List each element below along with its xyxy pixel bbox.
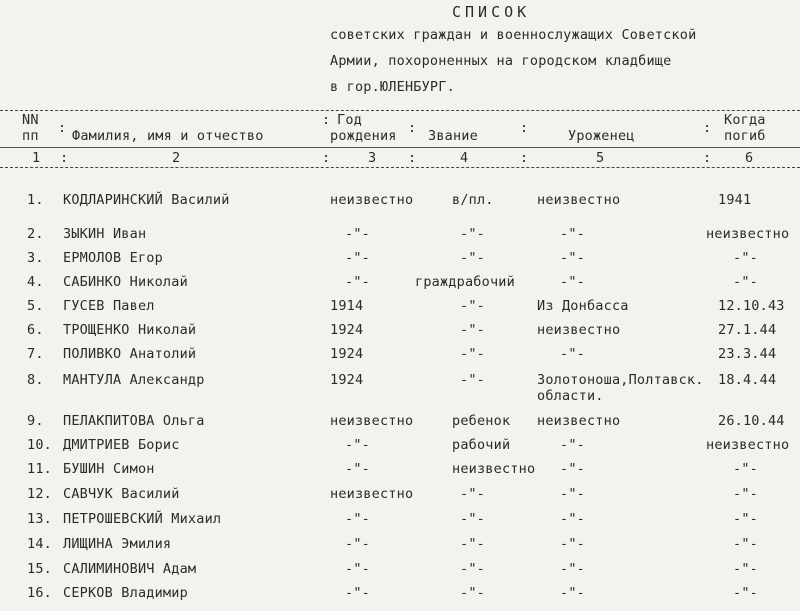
rank: -"- <box>460 298 485 314</box>
person-name: КОДЛАРИНСКИЙ Василий <box>63 192 230 208</box>
birth-year: 1924 <box>330 346 364 362</box>
death-date: 23.3.44 <box>718 346 777 362</box>
row-number: 10. <box>27 437 52 453</box>
origin: -"- <box>560 511 585 527</box>
rank: -"- <box>460 372 485 388</box>
column-number: 3 <box>368 150 377 166</box>
birth-year: -"- <box>345 437 370 453</box>
birth-year: -"- <box>345 511 370 527</box>
origin: Золотоноша,Полтавск. <box>537 372 704 388</box>
birth-year: 1924 <box>330 372 364 388</box>
rank: -"- <box>460 536 485 552</box>
column-number: 5 <box>596 150 605 166</box>
death-date: 18.4.44 <box>718 372 777 388</box>
birth-year: неизвестно <box>330 486 414 502</box>
death-date: 1941 <box>718 192 752 208</box>
birth-year: -"- <box>345 274 370 290</box>
origin: неизвестно <box>537 322 621 338</box>
death-date: 26.10.44 <box>718 413 785 429</box>
person-name: СЕРКОВ Владимир <box>63 585 188 601</box>
origin: -"- <box>560 561 585 577</box>
header-separator: : <box>322 112 331 128</box>
row-number: 5. <box>27 298 44 314</box>
header-year-2: рождения <box>330 128 397 144</box>
rank: неизвестно <box>452 461 536 477</box>
row-number: 6. <box>27 322 44 338</box>
death-date: -"- <box>733 250 758 266</box>
person-name: ДМИТРИЕВ Борис <box>63 437 180 453</box>
birth-year: 1924 <box>330 322 364 338</box>
origin: -"- <box>560 486 585 502</box>
column-number: 6 <box>745 150 754 166</box>
column-separator: : <box>60 150 69 166</box>
header-top-rule <box>0 110 800 111</box>
death-date: -"- <box>733 511 758 527</box>
header-name: Фамилия, имя и отчество <box>72 128 264 144</box>
rank: граждрабочий <box>415 274 515 290</box>
rank: -"- <box>460 486 485 502</box>
person-name: ПОЛИВКО Анатолий <box>63 346 197 362</box>
death-date: -"- <box>733 561 758 577</box>
origin: -"- <box>560 250 585 266</box>
origin: -"- <box>560 226 585 242</box>
subtitle-line-2: Армии, похороненных на городском кладбище <box>330 53 672 69</box>
header-num-2: пп <box>22 128 39 144</box>
person-name: САВЧУК Василий <box>63 486 180 502</box>
header-middle-rule <box>0 147 800 148</box>
origin: -"- <box>560 346 585 362</box>
death-date: неизвестно <box>706 226 790 242</box>
birth-year: -"- <box>345 536 370 552</box>
person-name: БУШИН Симон <box>63 461 155 477</box>
death-date: -"- <box>733 536 758 552</box>
person-name: ПЕЛАКПИТОВА Ольга <box>63 413 205 429</box>
rank: ребенок <box>452 413 511 429</box>
row-number: 9. <box>27 413 44 429</box>
origin-continued: области. <box>537 388 604 404</box>
death-date: -"- <box>733 461 758 477</box>
row-number: 4. <box>27 274 44 290</box>
rank: рабочий <box>452 437 511 453</box>
rank: -"- <box>460 322 485 338</box>
row-number: 13. <box>27 511 52 527</box>
person-name: ПЕТРОШЕВСКИЙ Михаил <box>63 511 222 527</box>
header-separator: : <box>703 120 712 136</box>
column-number: 1 <box>32 150 41 166</box>
column-separator: : <box>322 150 331 166</box>
birth-year: -"- <box>345 561 370 577</box>
person-name: ЗЫКИН Иван <box>63 226 147 242</box>
header-died-2: погиб <box>724 128 766 144</box>
header-bottom-rule <box>0 167 800 168</box>
subtitle-line-3: в гор.ЮЛЕНБУРГ. <box>330 79 455 95</box>
row-number: 7. <box>27 346 44 362</box>
column-number: 4 <box>460 150 469 166</box>
header-died-1: Когда <box>724 112 766 128</box>
rank: -"- <box>460 511 485 527</box>
origin: -"- <box>560 536 585 552</box>
death-date: 27.1.44 <box>718 322 777 338</box>
origin: -"- <box>560 461 585 477</box>
person-name: ЕРМОЛОВ Егор <box>63 250 163 266</box>
birth-year: неизвестно <box>330 413 414 429</box>
birth-year: -"- <box>345 461 370 477</box>
death-date: 12.10.43 <box>718 298 785 314</box>
person-name: ТРОЩЕНКО Николай <box>63 322 197 338</box>
birth-year: -"- <box>345 226 370 242</box>
row-number: 8. <box>27 372 44 388</box>
row-number: 16. <box>27 585 52 601</box>
origin: Из Донбасса <box>537 298 629 314</box>
column-separator: : <box>408 150 417 166</box>
origin: -"- <box>560 585 585 601</box>
row-number: 14. <box>27 536 52 552</box>
rank: в/пл. <box>452 192 494 208</box>
rank: -"- <box>460 250 485 266</box>
death-date: -"- <box>733 585 758 601</box>
column-separator: : <box>520 150 529 166</box>
row-number: 11. <box>27 461 52 477</box>
rank: -"- <box>460 561 485 577</box>
row-number: 1. <box>27 192 44 208</box>
death-date: -"- <box>733 274 758 290</box>
death-date: неизвестно <box>706 437 790 453</box>
birth-year: 1914 <box>330 298 364 314</box>
person-name: ЛИЩИНА Эмилия <box>63 536 172 552</box>
rank: -"- <box>460 585 485 601</box>
person-name: ГУСЕВ Павел <box>63 298 155 314</box>
document-title: СПИСОК <box>452 3 531 21</box>
death-date: -"- <box>733 486 758 502</box>
birth-year: -"- <box>345 585 370 601</box>
origin: неизвестно <box>537 413 621 429</box>
header-year-1: Год <box>337 112 362 128</box>
header-separator: : <box>408 120 417 136</box>
birth-year: -"- <box>345 250 370 266</box>
header-separator: : <box>520 120 529 136</box>
rank: -"- <box>460 346 485 362</box>
rank: -"- <box>460 226 485 242</box>
row-number: 15. <box>27 561 52 577</box>
row-number: 2. <box>27 226 44 242</box>
origin: -"- <box>560 274 585 290</box>
subtitle-line-1: советских граждан и военнослужащих Советской <box>330 27 697 43</box>
origin: неизвестно <box>537 192 621 208</box>
row-number: 3. <box>27 250 44 266</box>
column-number: 2 <box>172 150 181 166</box>
header-separator: : <box>58 120 67 136</box>
header-rank: Звание <box>428 128 478 144</box>
header-num-1: NN <box>22 112 39 128</box>
row-number: 12. <box>27 486 52 502</box>
origin: -"- <box>560 437 585 453</box>
header-origin: Уроженец <box>568 128 635 144</box>
person-name: САЛИМИНОВИЧ Адам <box>63 561 197 577</box>
person-name: МАНТУЛА Александр <box>63 372 205 388</box>
person-name: САБИНКО Николай <box>63 274 188 290</box>
column-separator: : <box>703 150 712 166</box>
birth-year: неизвестно <box>330 192 414 208</box>
